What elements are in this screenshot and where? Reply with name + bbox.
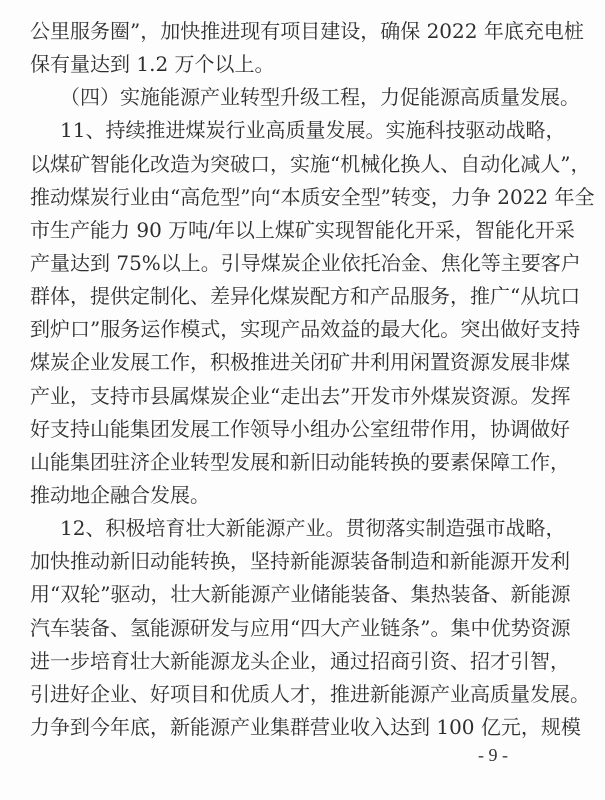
text-line: 产业，支持市县属煤炭企业“走出去”开发市外煤炭资源。发挥 <box>30 383 571 408</box>
text-line: 推动地企融合发展。 <box>30 482 210 507</box>
text-line: 保有量达到 1.2 万个以上。 <box>30 52 275 77</box>
text-line: 进一步培育壮大新能源龙头企业，通过招商引资、招才引智， <box>30 648 570 673</box>
text-line: 市生产能力 90 万吨/年以上煤矿实现智能化开采，智能化开采 <box>30 217 575 242</box>
section-heading: （四）实施能源产业转型升级工程，力促能源高质量发展。 <box>60 85 580 110</box>
text-line: 以煤矿智能化改造为突破口，实施“机械化换人、自动化减人”， <box>30 151 591 176</box>
text-line: 加快推动新旧动能转换，坚持新能源装备制造和新能源开发利 <box>30 549 570 574</box>
text-line: 引进好企业、好项目和优质人才，推进新能源产业高质量发展。 <box>30 681 590 706</box>
text-line: 用“双轮”驱动，壮大新能源产业储能装备、集热装备、新能源 <box>30 582 571 607</box>
text-line: 推动煤炭行业由“高危型”向“本质安全型”转变，力争 2022 年全 <box>30 184 595 209</box>
text-line: 汽车装备、氢能源研发与应用“四大产业链条”。集中优势资源 <box>30 615 571 640</box>
text-line: 群体，提供定制化、差异化煤炭配方和产品服务，推广“从坑口 <box>30 284 581 309</box>
paragraph-start: 11、持续推进煤炭行业高质量发展。实施科技驱动战略， <box>60 118 566 143</box>
paragraph-start: 12、积极培育壮大新能源产业。贯彻落实制造强市战略， <box>60 516 566 541</box>
text-line: 产量达到 75%以上。引导煤炭企业依托冶金、焦化等主要客户 <box>30 250 581 275</box>
text-line: 到炉口”服务运作模式，实现产品效益的最大化。突出做好支持 <box>30 317 581 342</box>
text-line: 公里服务圈”，加快推进现有项目建设，确保 2022 年底充电桩 <box>30 19 584 43</box>
document-body <box>30 15 595 744</box>
text-line: 煤炭企业发展工作，积极推进关闭矿井利用闲置资源发展非煤 <box>30 350 570 375</box>
text-line: 力争到今年底，新能源产业集群营业收入达到 100 亿元，规模 <box>30 714 581 739</box>
text-line: 山能集团驻济企业转型发展和新旧动能转换的要素保障工作， <box>30 449 570 474</box>
page-number: - 9 - <box>478 745 508 765</box>
text-line: 好支持山能集团发展工作领导小组办公室纽带作用，协调做好 <box>30 416 570 441</box>
